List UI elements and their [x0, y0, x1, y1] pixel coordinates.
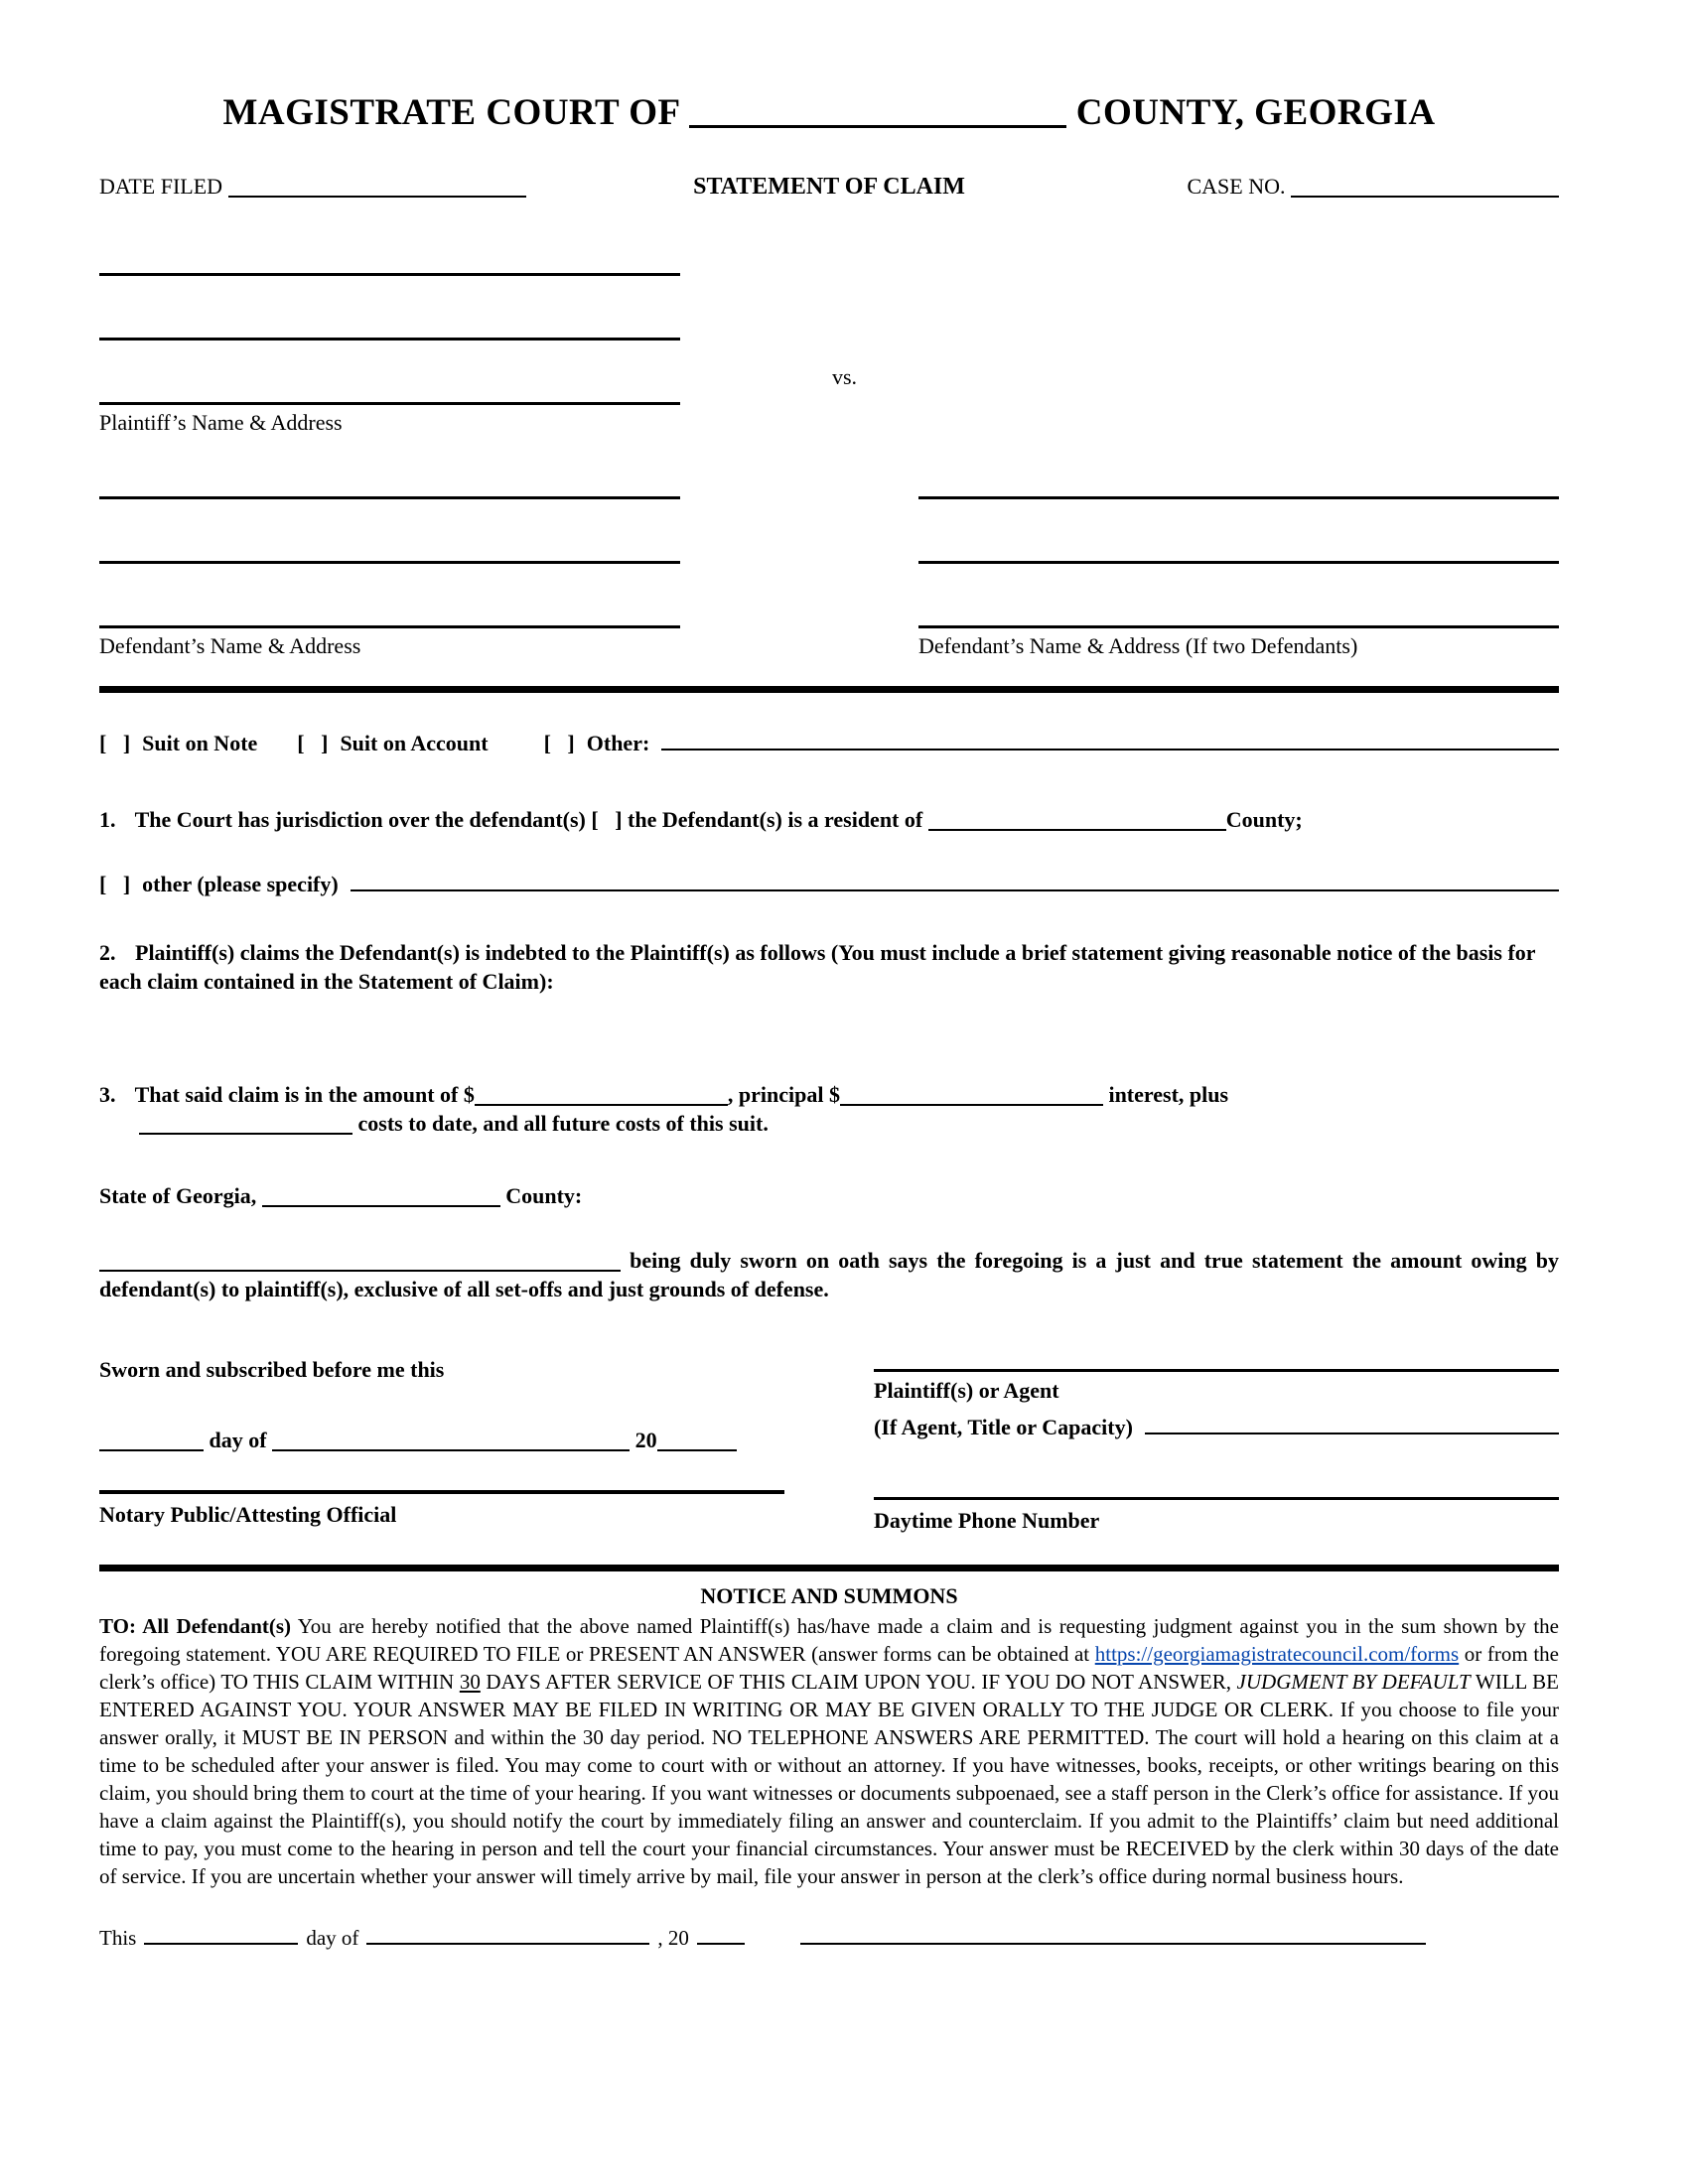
state-county-row	[99, 1181, 1559, 1210]
defendant2-name-line-3[interactable]	[918, 564, 1559, 628]
footer-day-of-label: day of	[306, 1925, 359, 1950]
suit-on-note-label: Suit on Note	[142, 730, 258, 755]
notary-signature-line[interactable]	[99, 1490, 784, 1494]
section-divider-bottom	[99, 1565, 1559, 1571]
plaintiff-signature-line[interactable]	[874, 1369, 1559, 1372]
resident-county-blank[interactable]	[928, 809, 1226, 831]
item-3-principal-text: , principal $	[727, 1081, 840, 1107]
agent-title-blank[interactable]	[1145, 1413, 1559, 1434]
item-3	[99, 1080, 1559, 1138]
notice-text-segment: 30	[459, 1670, 481, 1694]
item-1-county-text: County;	[1225, 806, 1303, 832]
title-suffix: COUNTY, GEORGIA	[1075, 92, 1436, 133]
oath-text: being duly sworn on oath says the foregoing is a just and true statement the amount owing by defendant(s) to plaintiff(s), exclusive of all set-offs and just grounds of defense.	[99, 1247, 1560, 1301]
item-1-number: 1.	[99, 806, 116, 832]
item-3-number: 3.	[99, 1081, 116, 1107]
principal-blank[interactable]	[840, 1084, 1103, 1106]
notice-text-segment: JUDGMENT BY DEFAULT	[1236, 1670, 1471, 1694]
agent-title-row	[874, 1413, 1559, 1441]
amount-blank[interactable]	[475, 1084, 728, 1106]
jurisdiction-other-checkbox[interactable]: [ ]	[99, 871, 131, 896]
affiant-name-blank[interactable]	[99, 1250, 621, 1272]
notary-day-of-label: day of	[209, 1427, 267, 1452]
plaintiff-name-line-2[interactable]	[99, 276, 680, 341]
page-title	[99, 89, 1559, 138]
section-divider-top	[99, 686, 1559, 693]
notary-label: Notary Public/Attesting Official	[99, 1501, 397, 1527]
item-1	[99, 805, 1559, 834]
item-3-interest-text: interest, plus	[1108, 1081, 1229, 1107]
item-1-text: The Court has jurisdiction over the defendant(s)	[134, 806, 586, 832]
notary-month-blank[interactable]	[272, 1430, 630, 1451]
header-row	[99, 172, 1559, 204]
defendant-label: Defendant’s Name & Address	[99, 632, 361, 658]
notice-text-segment: or from the clerk’s office) TO THIS CLAIM WITHIN	[99, 1642, 1559, 1694]
date-filed-group	[99, 172, 693, 201]
defendant2-block	[918, 437, 1559, 660]
vs-label: vs.	[832, 363, 858, 389]
agent-title-label: (If Agent, Title or Capacity)	[874, 1414, 1133, 1439]
phone-label: Daytime Phone Number	[874, 1507, 1100, 1533]
notary-year-prefix: 20	[634, 1427, 657, 1452]
defendant-name-line-1[interactable]	[99, 437, 680, 499]
jurisdiction-other-blank[interactable]	[351, 870, 1559, 891]
case-no-label: CASE NO.	[1187, 173, 1286, 199]
claim-statement-area[interactable]	[99, 996, 1559, 1080]
suit-on-note-checkbox[interactable]: [ ]	[99, 730, 131, 755]
resident-checkbox[interactable]: [ ]	[591, 806, 623, 832]
notary-year-blank[interactable]	[657, 1430, 737, 1451]
suit-other-label: Other:	[586, 730, 650, 755]
plaintiff-block	[99, 213, 680, 437]
date-filed-blank[interactable]	[228, 176, 526, 198]
notice-text-segment: WILL BE ENTERED AGAINST YOU. YOUR ANSWER MAY BE FILED IN WRITING OR MAY BE GIVEN ORALLY TO THE JUDGE OR CLERK. If you choose to file your answer orally, it MUST BE IN PERSON and within the 30 day period. NO TELEPHONE ANSWERS ARE PERMITTED. The court will hold a hearing on this claim at a time to be scheduled after your answer is filed. You may come to court with or without an attorney. If you have witnesses, books, receipts, or other writings bearing on this claim, you should bring them to court at the time of your hearing. If you want witnesses or documents subpoenaed, see a staff person in the Clerk’s office for assistance. If you have a claim against the Plaintiff(s), you should notify the court by immediately filing an answer and counterclaim. If you admit to the Plaintiffs’ claim but need additional time to pay, you must come to the hearing in person and tell the court your financial circumstances. Your answer must be RECEIVED by the clerk within 30 days of the date of service. If you are uncertain whether your answer will timely arrive by mail, file your answer in person at the clerk’s office during normal business hours.	[99, 1670, 1560, 1888]
suit-other-blank[interactable]	[661, 729, 1559, 751]
plaintiff-name-line-3[interactable]	[99, 341, 680, 405]
suit-type-row	[99, 729, 1559, 757]
phone-line[interactable]	[874, 1497, 1559, 1500]
item-2-text: Plaintiff(s) claims the Defendant(s) is indebted to the Plaintiff(s) as follows (You must include a brief statement giving reasonable notice of the basis for each claim contained in the Statement of Claim):	[99, 939, 1536, 994]
footer-year-blank[interactable]	[697, 1924, 745, 1945]
plaintiff-label: Plaintiff’s Name & Address	[99, 409, 343, 435]
state-county-blank[interactable]	[262, 1185, 500, 1207]
notary-day-blank[interactable]	[99, 1430, 204, 1451]
case-no-group	[965, 172, 1559, 201]
item-3-amount-text: That said claim is in the amount of $	[134, 1081, 475, 1107]
plaintiff-name-line-1[interactable]	[99, 213, 680, 276]
title-prefix: MAGISTRATE COURT OF	[222, 92, 680, 133]
item-3-costs-text: costs to date, and all future costs of this suit.	[357, 1110, 769, 1136]
defendant-section	[99, 437, 1559, 660]
footer-year-label: , 20	[657, 1925, 689, 1950]
state-county-text: County:	[505, 1182, 583, 1208]
signature-section	[99, 1355, 1559, 1535]
defendant-name-line-2[interactable]	[99, 499, 680, 564]
notice-heading: NOTICE AND SUMMONS	[700, 1582, 958, 1608]
plaintiff-agent-label: Plaintiff(s) or Agent	[874, 1377, 1059, 1403]
suit-on-account-label: Suit on Account	[340, 730, 489, 755]
defendant2-name-line-1[interactable]	[918, 437, 1559, 499]
defendant-name-line-3[interactable]	[99, 564, 680, 628]
item-1-resident-text: the Defendant(s) is a resident of	[628, 806, 923, 832]
notary-block	[99, 1355, 784, 1535]
suit-other-checkbox[interactable]: [ ]	[543, 730, 575, 755]
defendant-block	[99, 437, 680, 660]
date-filed-label: DATE FILED	[99, 173, 223, 199]
oath-paragraph	[99, 1246, 1559, 1303]
service-date-row	[99, 1924, 1559, 1953]
item-2	[99, 938, 1559, 996]
county-name-blank[interactable]	[689, 92, 1066, 128]
form-title: STATEMENT OF CLAIM	[693, 173, 965, 200]
item-2-number: 2.	[99, 939, 116, 965]
footer-signature-blank[interactable]	[800, 1924, 1426, 1945]
costs-blank[interactable]	[139, 1113, 352, 1135]
jurisdiction-other-row	[99, 870, 1559, 898]
notice-text-segment: DAYS AFTER SERVICE OF THIS CLAIM UPON YOU. IF YOU DO NOT ANSWER,	[480, 1670, 1237, 1694]
jurisdiction-other-label: other (please specify)	[142, 871, 339, 896]
footer-month-blank[interactable]	[366, 1924, 649, 1945]
defendant2-label: Defendant’s Name & Address (If two Defendants)	[918, 632, 1358, 658]
plaintiff-signature-block	[874, 1355, 1559, 1535]
suit-on-account-checkbox[interactable]: [ ]	[297, 730, 329, 755]
magistrate-council-forms-link[interactable]: https://georgiamagistratecouncil.com/forms	[1094, 1642, 1460, 1666]
notary-date-row	[99, 1426, 784, 1454]
notice-text-segment: TO: All Defendant(s)	[99, 1614, 292, 1638]
defendant2-name-line-2[interactable]	[918, 499, 1559, 564]
sworn-before-text: Sworn and subscribed before me this	[99, 1356, 445, 1382]
state-of-georgia-text: State of Georgia,	[99, 1182, 257, 1208]
notice-paragraph	[99, 1612, 1559, 1890]
footer-this-label: This	[99, 1925, 137, 1950]
notice-text-segment: You are hereby notified that the above named Plaintiff(s) has/have made a claim and is requesting judgment against you in the sum shown by the foregoing statement. YOU ARE REQUIRED TO FILE or PRESENT AN ANSWER (answer forms can be obtained at	[99, 1614, 1560, 1666]
footer-day-blank[interactable]	[144, 1924, 298, 1945]
plaintiff-section	[99, 213, 1559, 437]
case-no-blank[interactable]	[1291, 176, 1559, 198]
